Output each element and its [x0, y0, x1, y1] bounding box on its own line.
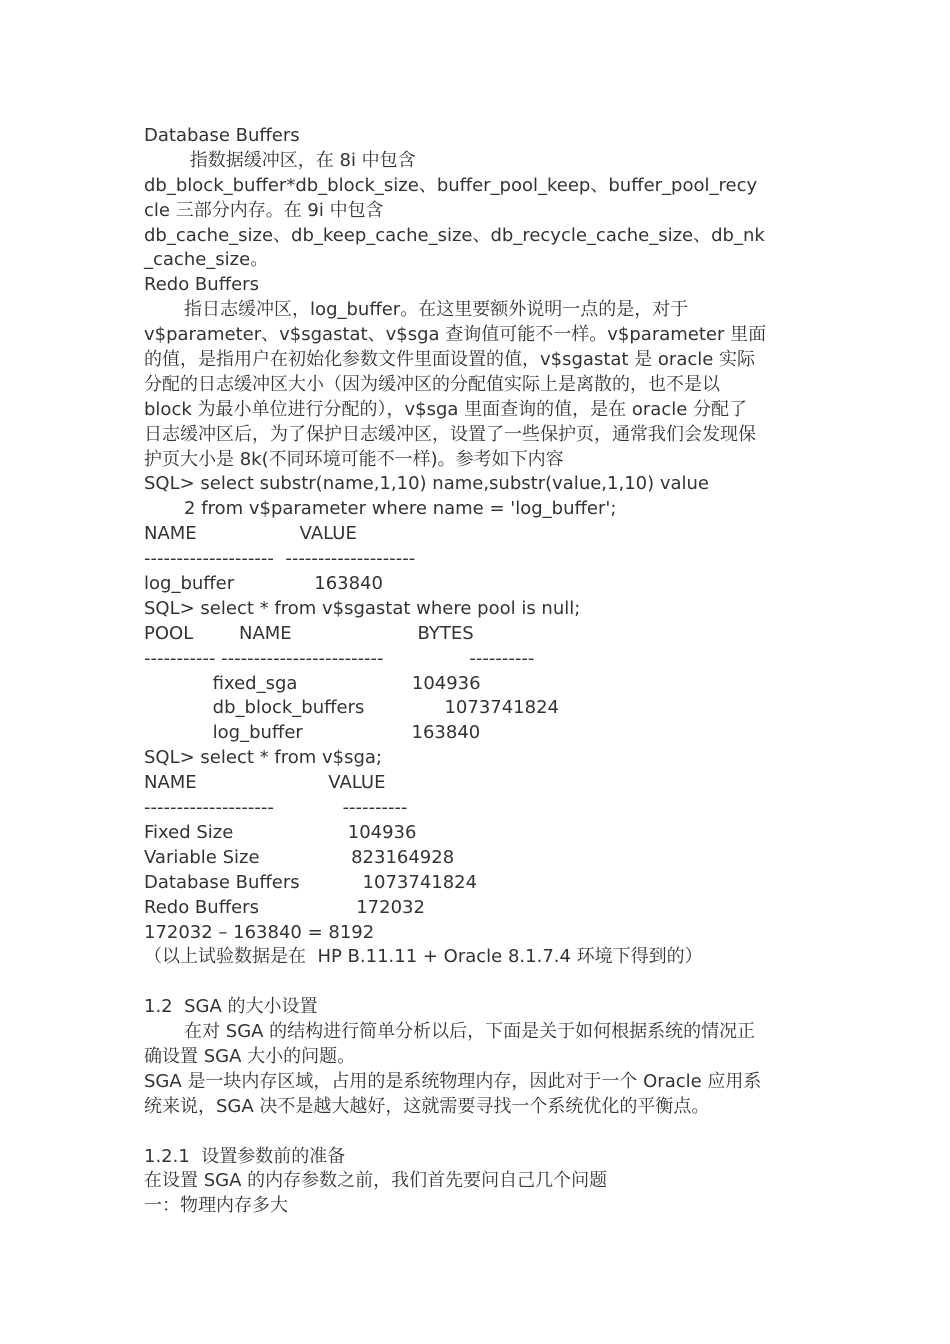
paragraph-line: 确设置 SGA 大小的问题。 — [144, 1045, 356, 1067]
blank-line — [144, 1120, 814, 1145]
blank-line — [144, 970, 814, 995]
code-line: NAME VALUE — [144, 772, 386, 794]
paragraph-line: 在对 SGA 的结构进行简单分析以后，下面是关于如何根据系统的情况正 — [144, 1021, 756, 1043]
paragraph-line: db_block_buffer*db_block_size、buffer_pool_keep、buffer_pool_recy — [144, 174, 758, 196]
code-line: log_buffer 163840 — [144, 573, 383, 595]
heading-redo-buffers: Redo Buffers — [144, 274, 259, 296]
code-line: （以上试验数据是在 HP B.11.11 + Oracle 8.1.7.4 环境下得到的） — [144, 946, 703, 968]
heading-1-2-1: 1.2.1 设置参数前的准备 — [144, 1145, 346, 1167]
code-line: SQL> select * from v$sga; — [144, 747, 382, 769]
paragraph-line: 分配的日志缓冲区大小（因为缓冲区的分配值实际上是离散的，也不是以 — [144, 373, 720, 395]
heading-database-buffers: Database Buffers — [144, 125, 300, 146]
paragraph-line: 在设置 SGA 的内存参数之前，我们首先要问自己几个问题 — [144, 1170, 608, 1192]
code-line: POOL NAME BYTES — [144, 622, 474, 644]
code-line: NAME VALUE — [144, 523, 357, 545]
code-line: db_block_buffers 1073741824 — [144, 697, 559, 719]
code-line: SQL> select substr(name,1,10) name,substr(value,1,10) value — [144, 473, 710, 495]
paragraph-line: 的值，是指用户在初始化参数文件里面设置的值，v$sgastat 是 oracle 实际 — [144, 349, 756, 371]
paragraph-line: _cache_size。 — [144, 249, 269, 271]
code-separator: ----------- ------------------------- ---------- — [144, 647, 535, 669]
code-line: Redo Buffers 172032 — [144, 896, 425, 918]
code-line: 2 from v$parameter where name = 'log_buffer'; — [144, 498, 617, 520]
code-line: Variable Size 823164928 — [144, 846, 455, 868]
code-line: Fixed Size 104936 — [144, 821, 417, 843]
code-line: SQL> select * from v$sgastat where pool is null; — [144, 597, 581, 619]
code-separator: -------------------- -------------------- — [144, 548, 416, 570]
paragraph-line: 指数据缓冲区，在 8i 中包含 — [144, 149, 416, 171]
code-line: fixed_sga 104936 — [144, 672, 481, 694]
code-line: Database Buffers 1073741824 — [144, 871, 478, 893]
paragraph-line: 指日志缓冲区，log_buffer。在这里要额外说明一点的是，对于 — [144, 299, 689, 321]
paragraph-line: 日志缓冲区后，为了保护日志缓冲区，设置了一些保护页，通常我们会发现保 — [144, 423, 756, 445]
paragraph-line: SGA 是一块内存区域，占用的是系统物理内存，因此对于一个 Oracle 应用系 — [144, 1070, 762, 1092]
paragraph-line: 一：物理内存多大 — [144, 1195, 288, 1217]
document-page — [144, 124, 814, 1219]
paragraph-line: cle 三部分内存。在 9i 中包含 — [144, 199, 384, 221]
paragraph-line: block 为最小单位进行分配的），v$sga 里面查询的值，是在 oracle 分配了 — [144, 398, 747, 420]
paragraph-line: db_cache_size、db_keep_cache_size、db_recycle_cache_size、db_nk — [144, 224, 765, 246]
code-separator: -------------------- ---------- — [144, 797, 408, 819]
paragraph-line: v$parameter、v$sgastat、v$sga 查询值可能不一样。v$parameter 里面 — [144, 324, 767, 346]
heading-1-2: 1.2 SGA 的大小设置 — [144, 996, 318, 1018]
paragraph-line: 护页大小是 8k(不同环境可能不一样)。参考如下内容 — [144, 448, 564, 470]
paragraph-line: 统来说，SGA 决不是越大越好，这就需要寻找一个系统优化的平衡点。 — [144, 1095, 710, 1117]
code-line: 172032 – 163840 = 8192 — [144, 921, 375, 943]
code-line: log_buffer 163840 — [144, 722, 481, 744]
